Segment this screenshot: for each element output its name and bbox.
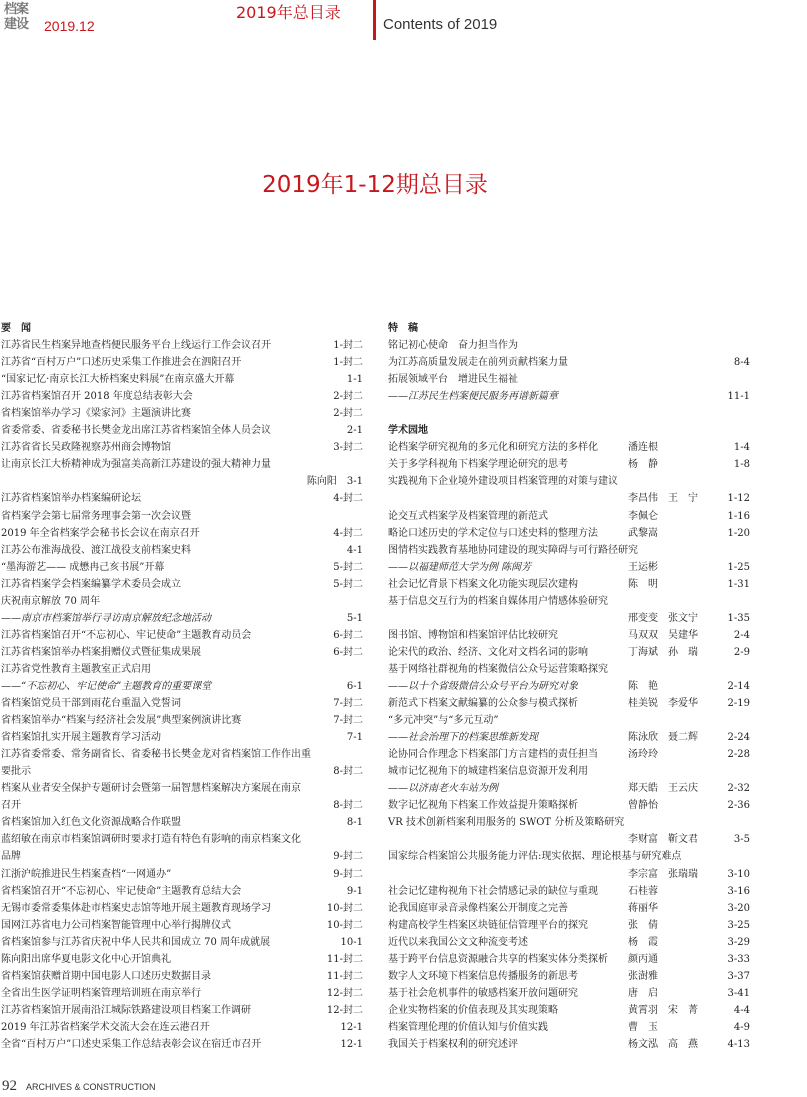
entry-page: 10-封二	[326, 902, 363, 914]
toc-entry	[388, 490, 750, 507]
toc-entry	[1, 456, 363, 473]
toc-entry	[388, 1036, 750, 1053]
toc-entry	[388, 934, 750, 951]
entry-author: 丁海斌 孙 瑞	[628, 646, 698, 658]
toc-entry	[388, 388, 750, 405]
entry-title: 新范式下档案文献编纂的公众参与模式探析	[388, 698, 578, 710]
entry-title: 江苏公布淮海战役、渡江战役支前档案史料	[1, 544, 191, 556]
entry-title: 2019 年江苏省档案学术交流大会在连云港召开	[1, 1021, 210, 1033]
entry-page: 6-1	[346, 680, 363, 692]
entry-page: 7-封二	[333, 715, 363, 727]
entry-page: 陈向阳 3-1	[306, 476, 363, 488]
entry-title: “多元冲突”与“多元互动”	[388, 715, 499, 727]
toc-entry	[1, 695, 363, 712]
entry-page: 12-封二	[326, 987, 363, 999]
toc-entry	[388, 780, 750, 797]
toc-entry	[388, 900, 750, 917]
entry-title: 省委常委、省委秘书长樊金龙出席江苏省档案馆全体人员会议	[1, 425, 271, 437]
entry-page: 10-1	[340, 936, 363, 948]
entry-page	[716, 593, 750, 610]
entry-title: 近代以来我国公文文种流变考述	[388, 936, 528, 948]
section-heading	[388, 422, 750, 439]
entry-page: 1-4	[733, 442, 750, 454]
entry-page: 1-1	[346, 374, 363, 386]
entry-author: 李宗富 张瑞瑞	[628, 868, 698, 880]
toc-entry	[1, 917, 363, 934]
entry-page: 12-1	[340, 1021, 363, 1033]
toc-entry	[1, 678, 363, 695]
entry-page: 3-20	[727, 902, 750, 914]
toc-entry	[388, 405, 750, 422]
entry-author: 陈 明	[628, 578, 658, 590]
entry-author: 杨文泓 高 燕	[628, 1038, 698, 1050]
entry-author	[624, 337, 716, 354]
entry-title: 铭记初心使命 奋力担当作为	[388, 340, 518, 352]
entry-page: 2-28	[727, 749, 750, 761]
entry-title: 论档案学研究视角的多元化和研究方法的多样化	[388, 442, 598, 454]
entry-page: 8-封二	[333, 766, 363, 778]
entry-page	[716, 712, 750, 729]
entry-title: 企业实物档案的价值表现及其实现策略	[388, 1004, 558, 1016]
section-title: 特 稿	[388, 323, 418, 334]
toc-entry	[388, 593, 750, 610]
toc-entry	[1, 508, 363, 525]
entry-title: 江苏省民生档案异地查档便民服务平台上线运行工作会议召开	[1, 340, 271, 352]
toc-entry	[388, 576, 750, 593]
entry-page: 3-41	[727, 987, 750, 999]
entry-page: 9-1	[346, 885, 363, 897]
toc-entry	[1, 729, 363, 746]
entry-title: 我国关于档案权利的研究述评	[388, 1038, 518, 1050]
entry-page	[730, 542, 764, 559]
entry-page: 10-封二	[326, 919, 363, 931]
toc-entry	[1, 388, 363, 405]
toc-entry	[1, 934, 363, 951]
entry-page: 9-封二	[333, 868, 363, 880]
entry-title: 略论口述历史的学术定位与口述史料的整理方法	[388, 527, 598, 539]
entry-title: 省档案馆举办“档案与经济社会发展”典型案例演讲比赛	[1, 715, 242, 727]
toc-entry	[1, 1002, 363, 1019]
entry-title: 江苏省党性教育主题教室正式启用	[1, 663, 151, 675]
toc-entry	[388, 729, 750, 746]
toc-entry	[388, 508, 750, 525]
toc-entry	[388, 985, 750, 1002]
entry-author: 蒋丽华	[628, 902, 658, 914]
page-number: 92	[2, 1078, 17, 1094]
entry-page: 2-封二	[333, 391, 363, 403]
entry-page: 4-4	[733, 1004, 750, 1016]
toc-entry	[388, 439, 750, 456]
entry-page	[359, 746, 363, 763]
entry-page: 2-19	[727, 698, 750, 710]
entry-author	[624, 473, 716, 490]
toc-entry	[1, 371, 363, 388]
toc-entry	[1, 661, 363, 678]
entry-title: 江浙沪皖推进民生档案查档“一网通办”	[1, 868, 172, 880]
entry-page	[359, 593, 363, 610]
toc-entry	[1, 576, 363, 593]
toc-entry	[388, 917, 750, 934]
entry-page: 5-封二	[333, 578, 363, 590]
entry-page: 3-33	[727, 953, 750, 965]
entry-page: 2-24	[727, 732, 750, 744]
toc-entry	[1, 610, 363, 627]
entry-title: 论协同合作理念下档案部门方言建档的责任担当	[388, 749, 598, 761]
entry-title: 数字记忆视角下档案工作效益提升策略探析	[388, 800, 578, 812]
entry-page	[716, 473, 750, 490]
entry-page: 11-1	[727, 391, 750, 403]
entry-title: 为江苏高质量发展走在前列贡献档案力量	[388, 357, 568, 369]
entry-page: 2-封二	[333, 408, 363, 420]
entry-author	[624, 661, 716, 678]
issue-label: 2019.12	[44, 18, 95, 34]
entry-author: 李昌伟 王 宁	[628, 493, 698, 505]
toc-entry	[1, 439, 363, 456]
toc-entry	[1, 1019, 363, 1036]
entry-page: 11-封二	[326, 953, 363, 965]
entry-title: 江苏省档案馆召开“不忘初心、牢记使命”主题教育动员会	[1, 629, 252, 641]
entry-page: 3-37	[727, 970, 750, 982]
entry-title: 论我国庭审录音录像档案公开制度之完善	[388, 902, 568, 914]
entry-title: 2019 年全省档案学会秘书长会议在南京召开	[1, 527, 200, 539]
entry-title: 拓展领域平台 增进民生福祉	[388, 374, 518, 386]
entry-author: 马双双 吴建华	[628, 629, 698, 641]
entry-page: 1-封二	[333, 340, 363, 352]
toc-entry	[1, 797, 363, 814]
entry-page: 11-封二	[326, 970, 363, 982]
entry-title: 实践视角下企业境外建设项目档案管理的对策与建议	[388, 476, 618, 488]
toc-entry	[388, 763, 750, 780]
entry-title: 档案从业者安全保护专题研讨会暨第一届智慧档案解决方案展在南京	[1, 783, 301, 795]
entry-page: 4-封二	[333, 527, 363, 539]
entry-author: 杨 霞	[628, 936, 658, 948]
entry-title: 江苏省档案馆举办档案编研论坛	[1, 493, 141, 505]
toc-entry	[388, 456, 750, 473]
toc-entry	[1, 1036, 363, 1053]
entry-page: 2-32	[727, 783, 750, 795]
entry-title: ——以福建师范大学为例 陈闽芳	[388, 561, 532, 573]
toc-entry	[388, 678, 750, 695]
section-heading	[388, 320, 750, 337]
entry-page: 2-14	[727, 680, 750, 692]
toc-entry	[388, 951, 750, 968]
toc-entry	[388, 797, 750, 814]
toc-entry	[388, 627, 750, 644]
entry-title: 城市记忆视角下的城建档案信息资源开发利用	[388, 766, 588, 778]
entry-page: 4-1	[346, 544, 363, 556]
toc-entry	[1, 746, 363, 763]
toc-entry	[1, 900, 363, 917]
toc-entry	[1, 968, 363, 985]
toc-entry	[388, 814, 750, 831]
entry-title: ——以济南老火车站为例	[388, 783, 498, 795]
entry-author: 颜丙通	[628, 953, 658, 965]
entry-author	[624, 814, 716, 831]
toc-entry	[1, 354, 363, 371]
toc-entry	[388, 525, 750, 542]
entry-page: 3-16	[727, 885, 750, 897]
toc-entry	[388, 473, 750, 490]
entry-title: 关于多学科视角下档案学理论研究的思考	[388, 459, 568, 471]
page-title: 2019年1-12期总目录	[262, 172, 488, 198]
entry-page: 1-12	[727, 493, 750, 505]
entry-author	[638, 542, 730, 559]
entry-author	[624, 712, 716, 729]
toc-entry	[1, 593, 363, 610]
entry-page: 9-封二	[333, 851, 363, 863]
toc-entry	[1, 951, 363, 968]
entry-author: 潘连根	[628, 442, 658, 454]
entry-title: 图情档实践教育基地协同建设的现实障碍与可行路径研究	[388, 544, 638, 556]
toc-entry	[388, 542, 750, 559]
toc-entry	[388, 831, 750, 848]
entry-title: 蓝绍敏在南京市档案馆调研时要求打造有特色有影响的南京档案文化	[1, 834, 301, 846]
header-title: 2019年总目录	[236, 3, 341, 22]
toc-entry	[1, 337, 363, 354]
toc-entry	[1, 814, 363, 831]
entry-title: 庆祝南京解放 70 周年	[1, 595, 101, 607]
entry-author	[624, 371, 716, 388]
entry-page: 2-9	[733, 646, 750, 658]
entry-page: 6-封二	[333, 629, 363, 641]
entry-author: 杨 静	[628, 459, 658, 471]
entry-title: 构建高校学生档案区块链征信管理平台的探究	[388, 919, 588, 931]
entry-title: ——以十个省级微信公众号平台为研究对象	[388, 680, 578, 692]
entry-title: 基于网络社群视角的档案微信公众号运营策略探究	[388, 663, 608, 675]
entry-title: ——“不忘初心、牢记使命”主题教育的重要课堂	[1, 680, 212, 692]
entry-title: 省档案馆党员干部到雨花台重温入党誓词	[1, 698, 181, 710]
entry-title: 省档案馆扎实开展主题教育学习活动	[1, 732, 161, 744]
entry-page: 1-35	[727, 612, 750, 624]
entry-author	[624, 388, 716, 405]
entry-author: 陈泳欣 聂二辉	[628, 732, 698, 744]
page-header	[0, 0, 750, 40]
entry-author: 唐 启	[628, 987, 658, 999]
entry-author: 陈 艳	[628, 680, 658, 692]
entry-page: 12-封二	[326, 1004, 363, 1016]
toc-entry	[1, 985, 363, 1002]
entry-title: 召开	[1, 800, 21, 812]
toc-entry	[388, 746, 750, 763]
entry-title: 江苏省省长吴政隆视察苏州商会博物馆	[1, 442, 171, 454]
toc-entry	[1, 559, 363, 576]
entry-page: 1-封二	[333, 357, 363, 369]
entry-title: 省档案馆召开“不忘初心、牢记使命”主题教育总结大会	[1, 885, 242, 897]
entry-title: 社会记忆建构视角下社会情感记录的缺位与重现	[388, 885, 598, 897]
entry-title: 档案管理伦理的价值认知与价值实践	[388, 1021, 548, 1033]
entry-page: 8-封二	[333, 800, 363, 812]
toc-entry	[388, 354, 750, 371]
entry-title: 国家综合档案馆公共服务能力评估:现实依据、理论根基与研究难点	[388, 851, 682, 863]
entry-page: 4-13	[727, 1038, 750, 1050]
toc-entry	[388, 371, 750, 388]
toc-entry	[1, 712, 363, 729]
entry-page: 12-1	[340, 1038, 363, 1050]
entry-author: 王运彬	[628, 561, 658, 573]
entry-title: 论交互式档案学及档案管理的新范式	[388, 510, 548, 522]
entry-author: 曾静怡	[628, 800, 658, 812]
section-title: 要 闻	[1, 323, 31, 334]
toc-entry	[388, 610, 750, 627]
entry-title: 省档案馆参与江苏省庆祝中华人民共和国成立 70 周年成就展	[1, 936, 271, 948]
entry-title: 基于信息交互行为的档案自媒体用户情感体验研究	[388, 595, 608, 607]
entry-page: 6-封二	[333, 646, 363, 658]
entry-page: 5-1	[346, 612, 363, 624]
toc-entry	[1, 405, 363, 422]
section-heading	[1, 320, 363, 337]
entry-page: 7-封二	[333, 698, 363, 710]
journal-logo: 档案建设	[4, 2, 29, 32]
toc-entry	[388, 848, 750, 865]
toc-entry	[388, 1002, 750, 1019]
entry-title: 江苏省“百村万户”口述历史采集工作推进会在泗阳召开	[1, 357, 242, 369]
entry-author: 邢变变 张文宁	[628, 612, 698, 624]
entry-page: 1-16	[727, 510, 750, 522]
toc-entry	[388, 559, 750, 576]
toc-entry	[1, 490, 363, 507]
entry-page: 8-1	[346, 817, 363, 829]
toc-entry	[1, 780, 363, 797]
entry-author: 曹 玉	[628, 1021, 658, 1033]
entry-title: 江苏省委常委、常务副省长、省委秘书长樊金龙对省档案馆工作作出重	[1, 749, 311, 761]
toc-entry	[388, 968, 750, 985]
entry-author: 汤玲玲	[628, 749, 658, 761]
toc-left-column	[1, 320, 363, 1053]
entry-title: 江苏省档案馆召开 2018 年度总结表彰大会	[1, 391, 193, 403]
toc-entry	[1, 831, 363, 848]
entry-title: 国网江苏省电力公司档案智能管理中心举行揭牌仪式	[1, 919, 231, 931]
entry-title: 基于社会危机事件的敏感档案开放问题研究	[388, 987, 578, 999]
entry-page	[716, 763, 750, 780]
entry-title: 省档案馆举办学习《梁家河》主题演讲比赛	[1, 408, 191, 420]
entry-page: 4-封二	[333, 493, 363, 505]
entry-page: 2-36	[727, 800, 750, 812]
entry-page: 8-4	[733, 357, 750, 369]
entry-page	[359, 831, 363, 848]
section-title: 学术园地	[388, 425, 428, 437]
toc-entry	[1, 883, 363, 900]
entry-page: 1-31	[727, 578, 750, 590]
entry-page: 1-20	[727, 527, 750, 539]
toc-entry	[1, 763, 363, 780]
entry-title: 基于跨平台信息资源融合共享的档案实体分类探析	[388, 953, 608, 965]
toc-entry	[1, 525, 363, 542]
entry-title: 江苏省档案馆开展南沿江城际铁路建设项目档案工作调研	[1, 1004, 251, 1016]
entry-title: “墨海游艺—— 成懋冉己亥书展”开幕	[1, 561, 165, 573]
entry-title: 全省“百村万户”口述史采集工作总结表彰会议在宿迁市召开	[1, 1038, 262, 1050]
entry-page	[359, 780, 363, 797]
entry-title: 陈向阳出席华夏电影文化中心开馆典礼	[1, 953, 171, 965]
toc-entry	[1, 473, 363, 490]
entry-title: 江苏省档案学会档案编纂学术委员会成立	[1, 578, 181, 590]
entry-title: 要批示	[1, 766, 31, 778]
entry-author: 郑天皓 王云庆	[628, 783, 698, 795]
entry-page: 4-9	[733, 1021, 750, 1033]
entry-page	[359, 661, 363, 678]
toc-entry	[388, 883, 750, 900]
toc-entry	[1, 627, 363, 644]
toc-entry	[388, 712, 750, 729]
toc-entry	[388, 644, 750, 661]
entry-title: 数字人文环境下档案信息传播服务的新思考	[388, 970, 578, 982]
entry-page: 5-封二	[333, 561, 363, 573]
toc-entry	[1, 422, 363, 439]
entry-author	[681, 848, 773, 865]
entry-page: 3-29	[727, 936, 750, 948]
toc-entry	[1, 542, 363, 559]
entry-author: 黄霄羽 宋 菁	[628, 1004, 698, 1016]
entry-page	[716, 371, 750, 388]
entry-author: 李财富 靳文君	[628, 834, 698, 846]
toc-entry	[388, 866, 750, 883]
entry-author: 李佩仑	[628, 510, 658, 522]
entry-page: 2-1	[346, 425, 363, 437]
entry-page: 3-10	[727, 868, 750, 880]
entry-author: 桂美锐 李爱华	[628, 698, 698, 710]
entry-title: ——南京市档案馆举行寻访南京解放纪念地活动	[1, 612, 211, 624]
entry-author: 张澍雅	[628, 970, 658, 982]
entry-author: 石桂蓉	[628, 885, 658, 897]
entry-page: 3-封二	[333, 442, 363, 454]
entry-title: 江苏省档案馆举办档案捐赠仪式暨征集成果展	[1, 646, 201, 658]
header-title-en: Contents of 2019	[383, 16, 498, 33]
entry-page	[716, 661, 750, 678]
entry-title: “国家记忆·南京长江大桥档案史料展”在南京盛大开幕	[1, 374, 235, 386]
entry-author	[624, 354, 716, 371]
entry-page: 7-1	[346, 732, 363, 744]
entry-title: 论宋代的政治、经济、文化对文档名词的影响	[388, 646, 588, 658]
entry-author	[624, 763, 716, 780]
entry-title: ——江苏民生档案便民服务再谱新篇章	[388, 391, 558, 403]
entry-page	[716, 814, 750, 831]
entry-title: 无锡市委常委集体赴市档案史志馆等地开展主题教育现场学习	[1, 902, 271, 914]
entry-title: 省档案馆加入红色文化资源战略合作联盟	[1, 817, 181, 829]
entry-author: 张 倩	[628, 919, 658, 931]
entry-title: 全省出生医学证明档案管理培训班在南京举行	[1, 987, 201, 999]
toc-entry	[388, 337, 750, 354]
entry-page: 3-25	[727, 919, 750, 931]
entry-title: 让南京长江大桥精神成为强富美高新江苏建设的强大精神力量	[1, 459, 271, 471]
entry-page	[359, 508, 363, 525]
toc-entry	[1, 848, 363, 865]
entry-page: 2-4	[733, 629, 750, 641]
entry-title: VR 技术创新档案利用服务的 SWOT 分析及策略研究	[388, 817, 625, 829]
entry-title: 省档案馆获赠首期中国电影人口述历史数据目录	[1, 970, 211, 982]
entry-title: 社会记忆背景下档案文化功能实现层次建构	[388, 578, 578, 590]
toc-entry	[388, 661, 750, 678]
entry-title: 品牌	[1, 851, 21, 863]
entry-author: 武黎嵩	[628, 527, 658, 539]
header-divider	[373, 0, 376, 40]
toc-entry	[388, 1019, 750, 1036]
entry-page: 3-5	[733, 834, 750, 846]
entry-page	[716, 337, 750, 354]
entry-author	[624, 593, 716, 610]
toc-right-column	[388, 320, 750, 1053]
entry-page: 1-25	[727, 561, 750, 573]
entry-page: 1-8	[733, 459, 750, 471]
toc-entry	[1, 644, 363, 661]
toc-entry	[1, 866, 363, 883]
toc-entry	[388, 695, 750, 712]
journal-name-en: ARCHIVES & CONSTRUCTION	[26, 1082, 156, 1092]
entry-page	[773, 848, 807, 865]
entry-title: 省档案学会第七届常务理事会第一次会议暨	[1, 510, 191, 522]
entry-page	[359, 456, 363, 473]
entry-title: ——社会治理下的档案思维新发现	[388, 732, 538, 744]
entry-title: 图书馆、博物馆和档案馆评估比较研究	[388, 629, 558, 641]
